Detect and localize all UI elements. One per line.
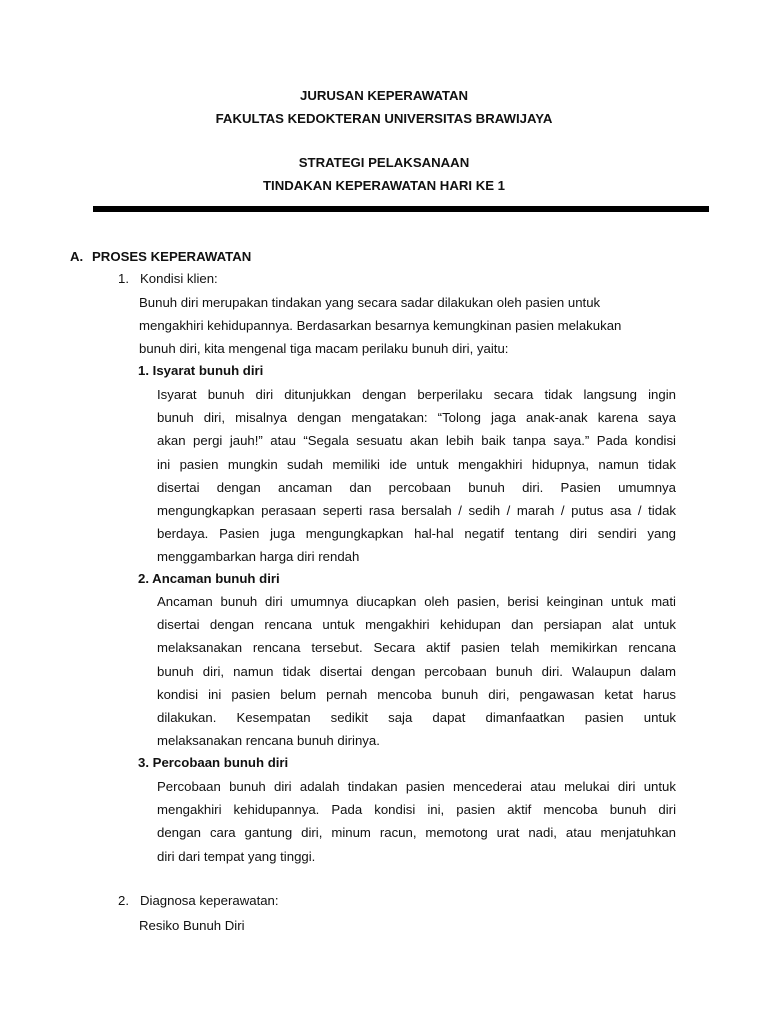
paragraph-line: Percobaan bunuh diri adalah tindakan pasien mencederai atau melukai diri untuk — [157, 779, 676, 794]
intro-line: mengakhiri kehidupannya. Berdasarkan besarnya kemungkinan pasien melakukan — [139, 318, 622, 334]
header-faculty: FAKULTAS KEDOKTERAN UNIVERSITAS BRAWIJAYA — [215, 111, 553, 126]
section-a-title: PROSES KEPERAWATAN — [92, 249, 252, 264]
paragraph-line: diri dari tempat yang tinggi. — [157, 848, 316, 864]
paragraph-line: mengakhiri kehidupannya. Pada kondisi ini, pasien aktif mencoba bunuh diri — [157, 802, 676, 818]
paragraph-line: disertai dengan ancaman dan percobaan bunuh diri. Pasien umumnya — [157, 479, 676, 495]
paragraph-line: Ancaman bunuh diri umumnya diucapkan oleh pasien, berisi keinginan untuk mati — [157, 594, 676, 609]
paragraph-line: akan pergi jauh!” atau “Segala sesuatu akan lebih baik tanpa saya.” Pada kondisi — [157, 433, 676, 449]
paragraph-line: ini pasien mungkin sudah memiliki ide untuk mengakhiri hidupnya, namun tidak — [157, 456, 676, 472]
paragraph-line: disertai dengan rencana untuk mengakhiri kehidupan dan persiapan alat untuk — [157, 617, 676, 633]
paragraph-line: kondisi ini pasien belum pernah mencoba bunuh diri, pengawasan ketat harus — [157, 686, 676, 702]
paragraph-line: dilakukan. Kesempatan sedikit saja dapat dimanfaatkan pasien untuk — [157, 709, 676, 725]
header-strategy: STRATEGI PELAKSANAAN — [298, 155, 470, 170]
intro-line: Bunuh diri merupakan tindakan yang secara sadar dilakukan oleh pasien untuk — [139, 295, 601, 310]
item-1-intro — [139, 291, 679, 361]
diagnosis-value: Resiko Bunuh Diri — [139, 918, 245, 933]
paragraph-line: bunuh diri, misalnya dengan mengatakan: “Tolong jaga anak-anak karena saya — [157, 410, 676, 426]
paragraph-line: melaksanakan rencana tersebut. Secara aktif pasien telah memikirkan rencana — [157, 640, 676, 656]
paragraph-line: melaksanakan rencana bunuh dirinya. — [157, 733, 380, 749]
item-1-heading — [118, 268, 218, 290]
item-2-number: 2. — [118, 893, 129, 908]
paragraph-line: berdaya. Pasien juga mengungkapkan hal-hal negatif tentang diri sendiri yang — [157, 526, 676, 542]
header-department: JURUSAN KEPERAWATAN — [299, 88, 469, 103]
sub-3-heading: 3. Percobaan bunuh diri — [138, 755, 289, 770]
paragraph-line: Isyarat bunuh diri ditunjukkan dengan berperilaku secara tidak langsung ingin — [157, 387, 676, 402]
section-a-heading — [70, 246, 251, 268]
paragraph-line: bunuh diri, namun tidak disertai dengan percobaan bunuh diri. Walaupun dalam — [157, 663, 676, 679]
document-header — [0, 84, 768, 130]
item-1-number: 1. — [118, 271, 129, 286]
paragraph-line: mengungkapkan perasaan seperti rasa bersalah / sedih / marah / putus asa / tidak — [157, 502, 676, 518]
sub-1-heading: 1. Isyarat bunuh diri — [138, 363, 264, 378]
item-1-title: Kondisi klien: — [140, 271, 218, 286]
item-2-heading — [118, 890, 279, 912]
sub-2-heading: 2. Ancaman bunuh diri — [138, 571, 280, 586]
paragraph-line: menggambarkan harga diri rendah — [157, 549, 360, 565]
header-action-day: TINDAKAN KEPERAWATAN HARI KE 1 — [262, 178, 506, 193]
header-divider — [93, 206, 709, 212]
sub-1-paragraph — [157, 383, 676, 569]
document-subheader — [0, 151, 768, 197]
item-2-title: Diagnosa keperawatan: — [140, 893, 279, 908]
intro-line: bunuh diri, kita mengenal tiga macam perilaku bunuh diri, yaitu: — [139, 341, 509, 357]
paragraph-line: dengan cara gantung diri, minum racun, memotong urat nadi, atau menjatuhkan — [157, 825, 676, 841]
sub-2-paragraph — [157, 590, 676, 752]
section-a-letter: A. — [70, 249, 84, 264]
sub-3-paragraph — [157, 775, 676, 868]
